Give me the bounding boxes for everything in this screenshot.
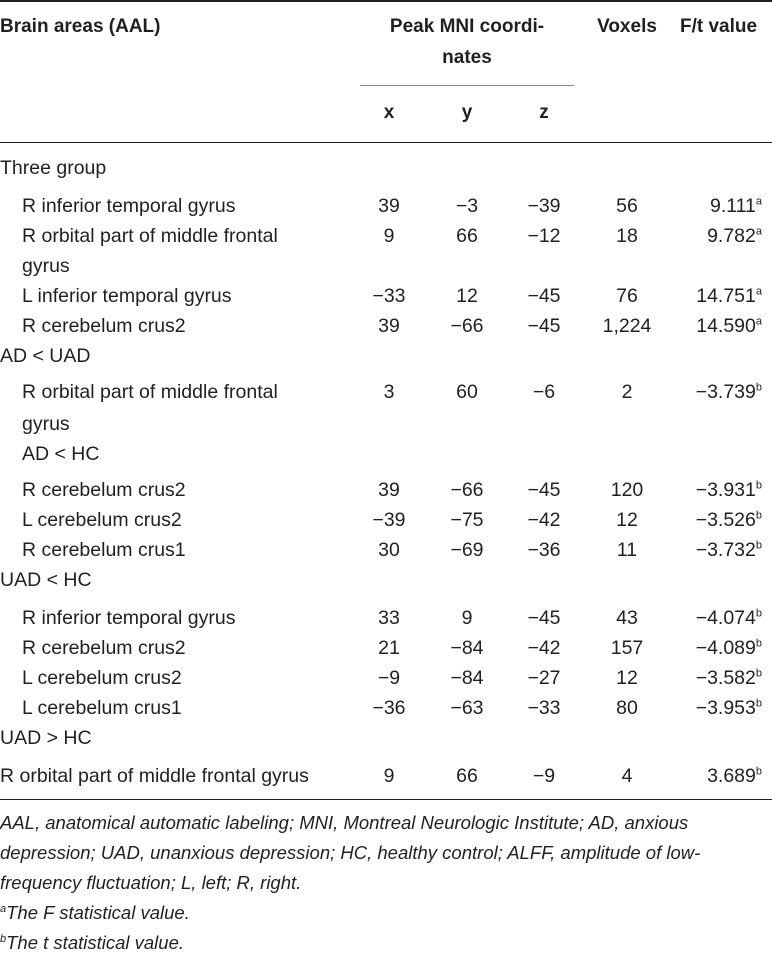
table-row [0, 603, 772, 633]
section-label: AD < HC [22, 443, 100, 465]
table-row [0, 377, 772, 407]
x-cell: 33 [378, 607, 400, 629]
table-row [0, 311, 772, 341]
voxels-cell: 4 [621, 765, 633, 787]
footnote-abbreviations: AAL, anatomical automatic labeling; MNI, Montreal Neurologic Institute; AD, anxious depression; UAD, unanxious depression; HC, healthy control; ALFF, amplitude of low-frequency fluctuation; L, left; R, right. [0, 812, 701, 893]
footnote-a-text: The F statistical value. [6, 902, 190, 923]
brain-area-cell: R cerebelum crus2 [22, 479, 186, 501]
table-row [0, 633, 772, 663]
x-cell: −39 [372, 509, 406, 531]
ft-value-footnote-mark: b [755, 765, 762, 778]
ft-value-cell [672, 377, 762, 407]
y-cell: 12 [456, 285, 478, 307]
z-cell: −9 [532, 765, 556, 787]
ft-value: 3.689 [707, 765, 756, 787]
header-y: y [461, 102, 473, 123]
ft-value-cell [672, 693, 762, 723]
ft-value-cell [672, 603, 762, 633]
brain-area-cell: L cerebelum crus2 [22, 667, 182, 689]
brain-area-cell: gyrus [22, 255, 70, 277]
ft-value-footnote-mark: b [755, 667, 762, 680]
voxels-cell: 12 [616, 509, 638, 531]
ft-value: 14.751 [696, 285, 756, 307]
peak-subheader-rule [360, 85, 574, 86]
ft-value: 9.111 [709, 195, 756, 217]
brain-area-cell: L cerebelum crus2 [22, 509, 182, 531]
voxels-cell: 157 [610, 637, 644, 659]
ft-value: −4.089 [695, 637, 756, 659]
table-row [0, 761, 772, 791]
brain-area-cell: R cerebelum crus1 [22, 539, 186, 561]
y-cell: −69 [450, 539, 484, 561]
y-cell: 66 [456, 225, 478, 247]
z-cell: −45 [527, 315, 561, 337]
footnote-a-mark: a [0, 902, 7, 915]
ft-value: −3.739 [695, 381, 756, 403]
z-cell: −42 [527, 509, 561, 531]
z-cell: −45 [527, 479, 561, 501]
ft-value-cell [672, 663, 762, 693]
section-label: AD < UAD [0, 345, 91, 367]
table-bottom-rule [0, 799, 772, 800]
ft-value-footnote-mark: b [755, 509, 762, 522]
ft-value: −3.732 [695, 539, 756, 561]
ft-value-cell [672, 633, 762, 663]
ft-value-footnote-mark: b [755, 539, 762, 552]
y-cell: −84 [450, 637, 484, 659]
ft-value: −3.931 [695, 479, 756, 501]
x-cell: 39 [378, 195, 400, 217]
brain-area-cell: gyrus [22, 413, 70, 435]
z-cell: −33 [527, 697, 561, 719]
ft-value-footnote-mark: a [755, 195, 762, 208]
brain-area-cell: L cerebelum crus1 [22, 697, 182, 719]
ft-value: −3.582 [695, 667, 756, 689]
ft-value-cell [672, 281, 762, 311]
ft-value-cell [672, 311, 762, 341]
z-cell: −42 [527, 637, 561, 659]
y-cell: 66 [456, 765, 478, 787]
brain-area-cell: R cerebelum crus2 [22, 637, 186, 659]
ft-value: −3.526 [695, 509, 756, 531]
table-row [0, 663, 772, 693]
voxels-cell: 1,224 [602, 315, 652, 337]
voxels-cell: 120 [610, 479, 644, 501]
voxels-cell: 43 [616, 607, 638, 629]
z-cell: −36 [527, 539, 561, 561]
ft-value-footnote-mark: a [755, 285, 762, 298]
footnote-b-text: The t statistical value. [6, 932, 185, 953]
ft-value: −4.074 [695, 607, 756, 629]
section-header-row [0, 723, 772, 753]
ft-value-cell [672, 535, 762, 565]
ft-value-footnote-mark: a [755, 225, 762, 238]
header-bottom-rule [0, 142, 772, 143]
ft-value-cell [672, 761, 762, 791]
brain-area-cell: R orbital part of middle frontal gyrus [0, 765, 309, 787]
brain-area-cell: R inferior temporal gyrus [22, 607, 236, 629]
z-cell: −12 [527, 225, 561, 247]
header-peak-line2: nates [442, 47, 492, 68]
brain-area-cell: R orbital part of middle frontal [22, 381, 278, 403]
ft-value-cell [672, 475, 762, 505]
voxels-cell: 80 [616, 697, 638, 719]
section-header-row [0, 341, 772, 371]
brain-area-cell: R inferior temporal gyrus [22, 195, 236, 217]
table-row [0, 475, 772, 505]
voxels-cell: 2 [621, 381, 633, 403]
table-row [0, 535, 772, 565]
brain-area-cell: R cerebelum crus2 [22, 315, 186, 337]
header-voxels: Voxels [597, 16, 657, 37]
ft-value: 14.590 [696, 315, 756, 337]
header-peak-line1: Peak MNI coordi- [389, 16, 545, 37]
y-cell: 9 [461, 607, 473, 629]
ft-value-footnote-mark: b [755, 479, 762, 492]
header-brain-areas: Brain areas (AAL) [0, 16, 161, 37]
x-cell: −9 [377, 667, 401, 689]
section-label: Three group [0, 157, 107, 179]
section-label: UAD < HC [0, 569, 92, 591]
z-cell: −6 [532, 381, 556, 403]
x-cell: −33 [372, 285, 406, 307]
ft-value: 9.782 [707, 225, 756, 247]
x-cell: 39 [378, 479, 400, 501]
ft-value-footnote-mark: b [755, 381, 762, 394]
voxels-cell: 76 [616, 285, 638, 307]
footnote-b-mark: b [0, 932, 7, 945]
z-cell: −45 [527, 607, 561, 629]
z-cell: −45 [527, 285, 561, 307]
y-cell: −75 [450, 509, 484, 531]
table-row [0, 221, 772, 251]
header-z: z [539, 102, 549, 123]
section-label: UAD > HC [0, 727, 92, 749]
x-cell: 30 [378, 539, 400, 561]
x-cell: 3 [383, 381, 395, 403]
footnotes [0, 808, 772, 958]
y-cell: −63 [450, 697, 484, 719]
header-ft-value: F/t value [680, 16, 758, 37]
table-row [0, 693, 772, 723]
table-row [0, 505, 772, 535]
x-cell: 9 [383, 765, 395, 787]
x-cell: 21 [378, 637, 400, 659]
table-top-rule [0, 0, 772, 2]
ft-value-cell [672, 191, 762, 221]
x-cell: 9 [383, 225, 395, 247]
x-cell: 39 [378, 315, 400, 337]
section-header-row [0, 565, 772, 595]
header-x: x [383, 102, 395, 123]
y-cell: −66 [450, 479, 484, 501]
ft-value-cell [672, 221, 762, 251]
y-cell: −84 [450, 667, 484, 689]
table-row [0, 281, 772, 311]
ft-value-footnote-mark: b [755, 697, 762, 710]
y-cell: 60 [456, 381, 478, 403]
brain-area-cell: L inferior temporal gyrus [22, 285, 232, 307]
brain-area-cell: R orbital part of middle frontal [22, 225, 278, 247]
voxels-cell: 18 [616, 225, 638, 247]
ft-value-footnote-mark: b [755, 637, 762, 650]
table-row-continuation [0, 409, 772, 439]
ft-value: −3.953 [695, 697, 756, 719]
ft-value-cell [672, 505, 762, 535]
z-cell: −39 [527, 195, 561, 217]
y-cell: −3 [455, 195, 479, 217]
voxels-cell: 12 [616, 667, 638, 689]
footnote-a [0, 898, 772, 928]
ft-value-footnote-mark: b [755, 607, 762, 620]
table-row-continuation [0, 251, 772, 281]
x-cell: −36 [372, 697, 406, 719]
z-cell: −27 [527, 667, 561, 689]
voxels-cell: 56 [616, 195, 638, 217]
ft-value-footnote-mark: a [755, 315, 762, 328]
footnote-b [0, 928, 772, 958]
section-header-row [0, 439, 772, 469]
table-row [0, 191, 772, 221]
y-cell: −66 [450, 315, 484, 337]
voxels-cell: 11 [616, 539, 638, 561]
section-header-row [0, 153, 772, 183]
